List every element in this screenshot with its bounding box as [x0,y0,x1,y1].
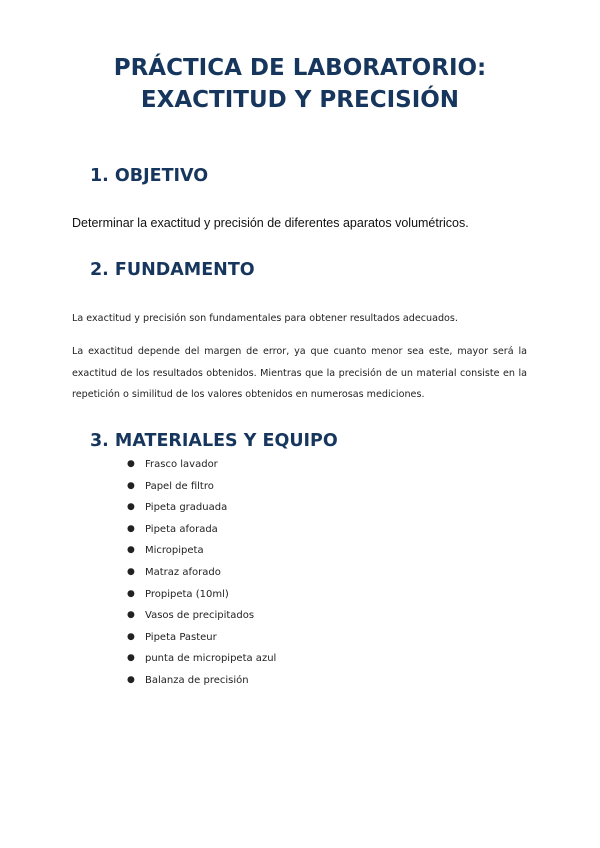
title-line-1: PRÁCTICA DE LABORATORIO: [113,55,487,81]
material-item-label: Papel de filtro [145,480,214,492]
material-item-label: Frasco lavador [145,459,218,470]
material-item-label: Pipeta graduada [145,502,228,514]
fundamento-paragraph-2: La exactitud depende del margen de error, ya que cuanto menor sea este, mayor será la exactitud de los resultados obtenidos. Mientras que la precisión de un material consiste en la repetición o similitud de los valores obtenidos en numerosas mediciones. [72,346,527,400]
title-line-2: EXACTITUD Y PRECISIÓN [140,87,460,113]
list-item [127,519,276,541]
bullet-icon: ● [127,588,135,599]
bullet-icon: ● [127,523,135,534]
list-item [127,476,276,498]
list-item [127,670,276,692]
section-heading-fundamento: 2. FUNDAMENTO [90,260,255,280]
material-item-label: Vasos de precipitados [145,610,255,622]
material-item-label: Micropipeta [145,545,204,557]
bullet-icon: ● [127,610,135,621]
material-item-label: Pipeta Pasteur [145,631,217,643]
material-item-label: Pipeta aforada [145,523,218,535]
bullet-icon: ● [127,502,135,513]
list-item [127,648,276,670]
bullet-icon: ● [127,545,135,556]
section-heading-materiales: 3. MATERIALES Y EQUIPO [90,431,338,451]
list-item [127,584,276,606]
bullet-icon: ● [127,674,135,685]
document-title [0,52,600,116]
materials-list [127,454,276,692]
list-item [127,627,276,649]
bullet-icon: ● [127,566,135,577]
material-item-label: Matraz aforado [145,566,221,578]
bullet-icon: ● [127,631,135,642]
material-item-label: punta de micropipeta azul [145,653,277,665]
bullet-icon: ● [127,480,135,491]
list-item [127,562,276,584]
bullet-icon: ● [127,653,135,664]
list-item [127,497,276,519]
fundamento-paragraph-1: La exactitud y precisión son fundamentales para obtener resultados adecuados. [72,313,458,324]
material-item-label: Propipeta (10ml) [145,588,229,600]
bullet-icon: ● [127,459,135,469]
list-item [127,540,276,562]
material-item-label: Balanza de precisión [145,674,249,686]
objetivo-text: Determinar la exactitud y precisión de diferentes aparatos volumétricos. [72,216,469,230]
list-item [127,454,276,476]
section-heading-objetivo: 1. OBJETIVO [90,166,209,186]
list-item [127,605,276,627]
